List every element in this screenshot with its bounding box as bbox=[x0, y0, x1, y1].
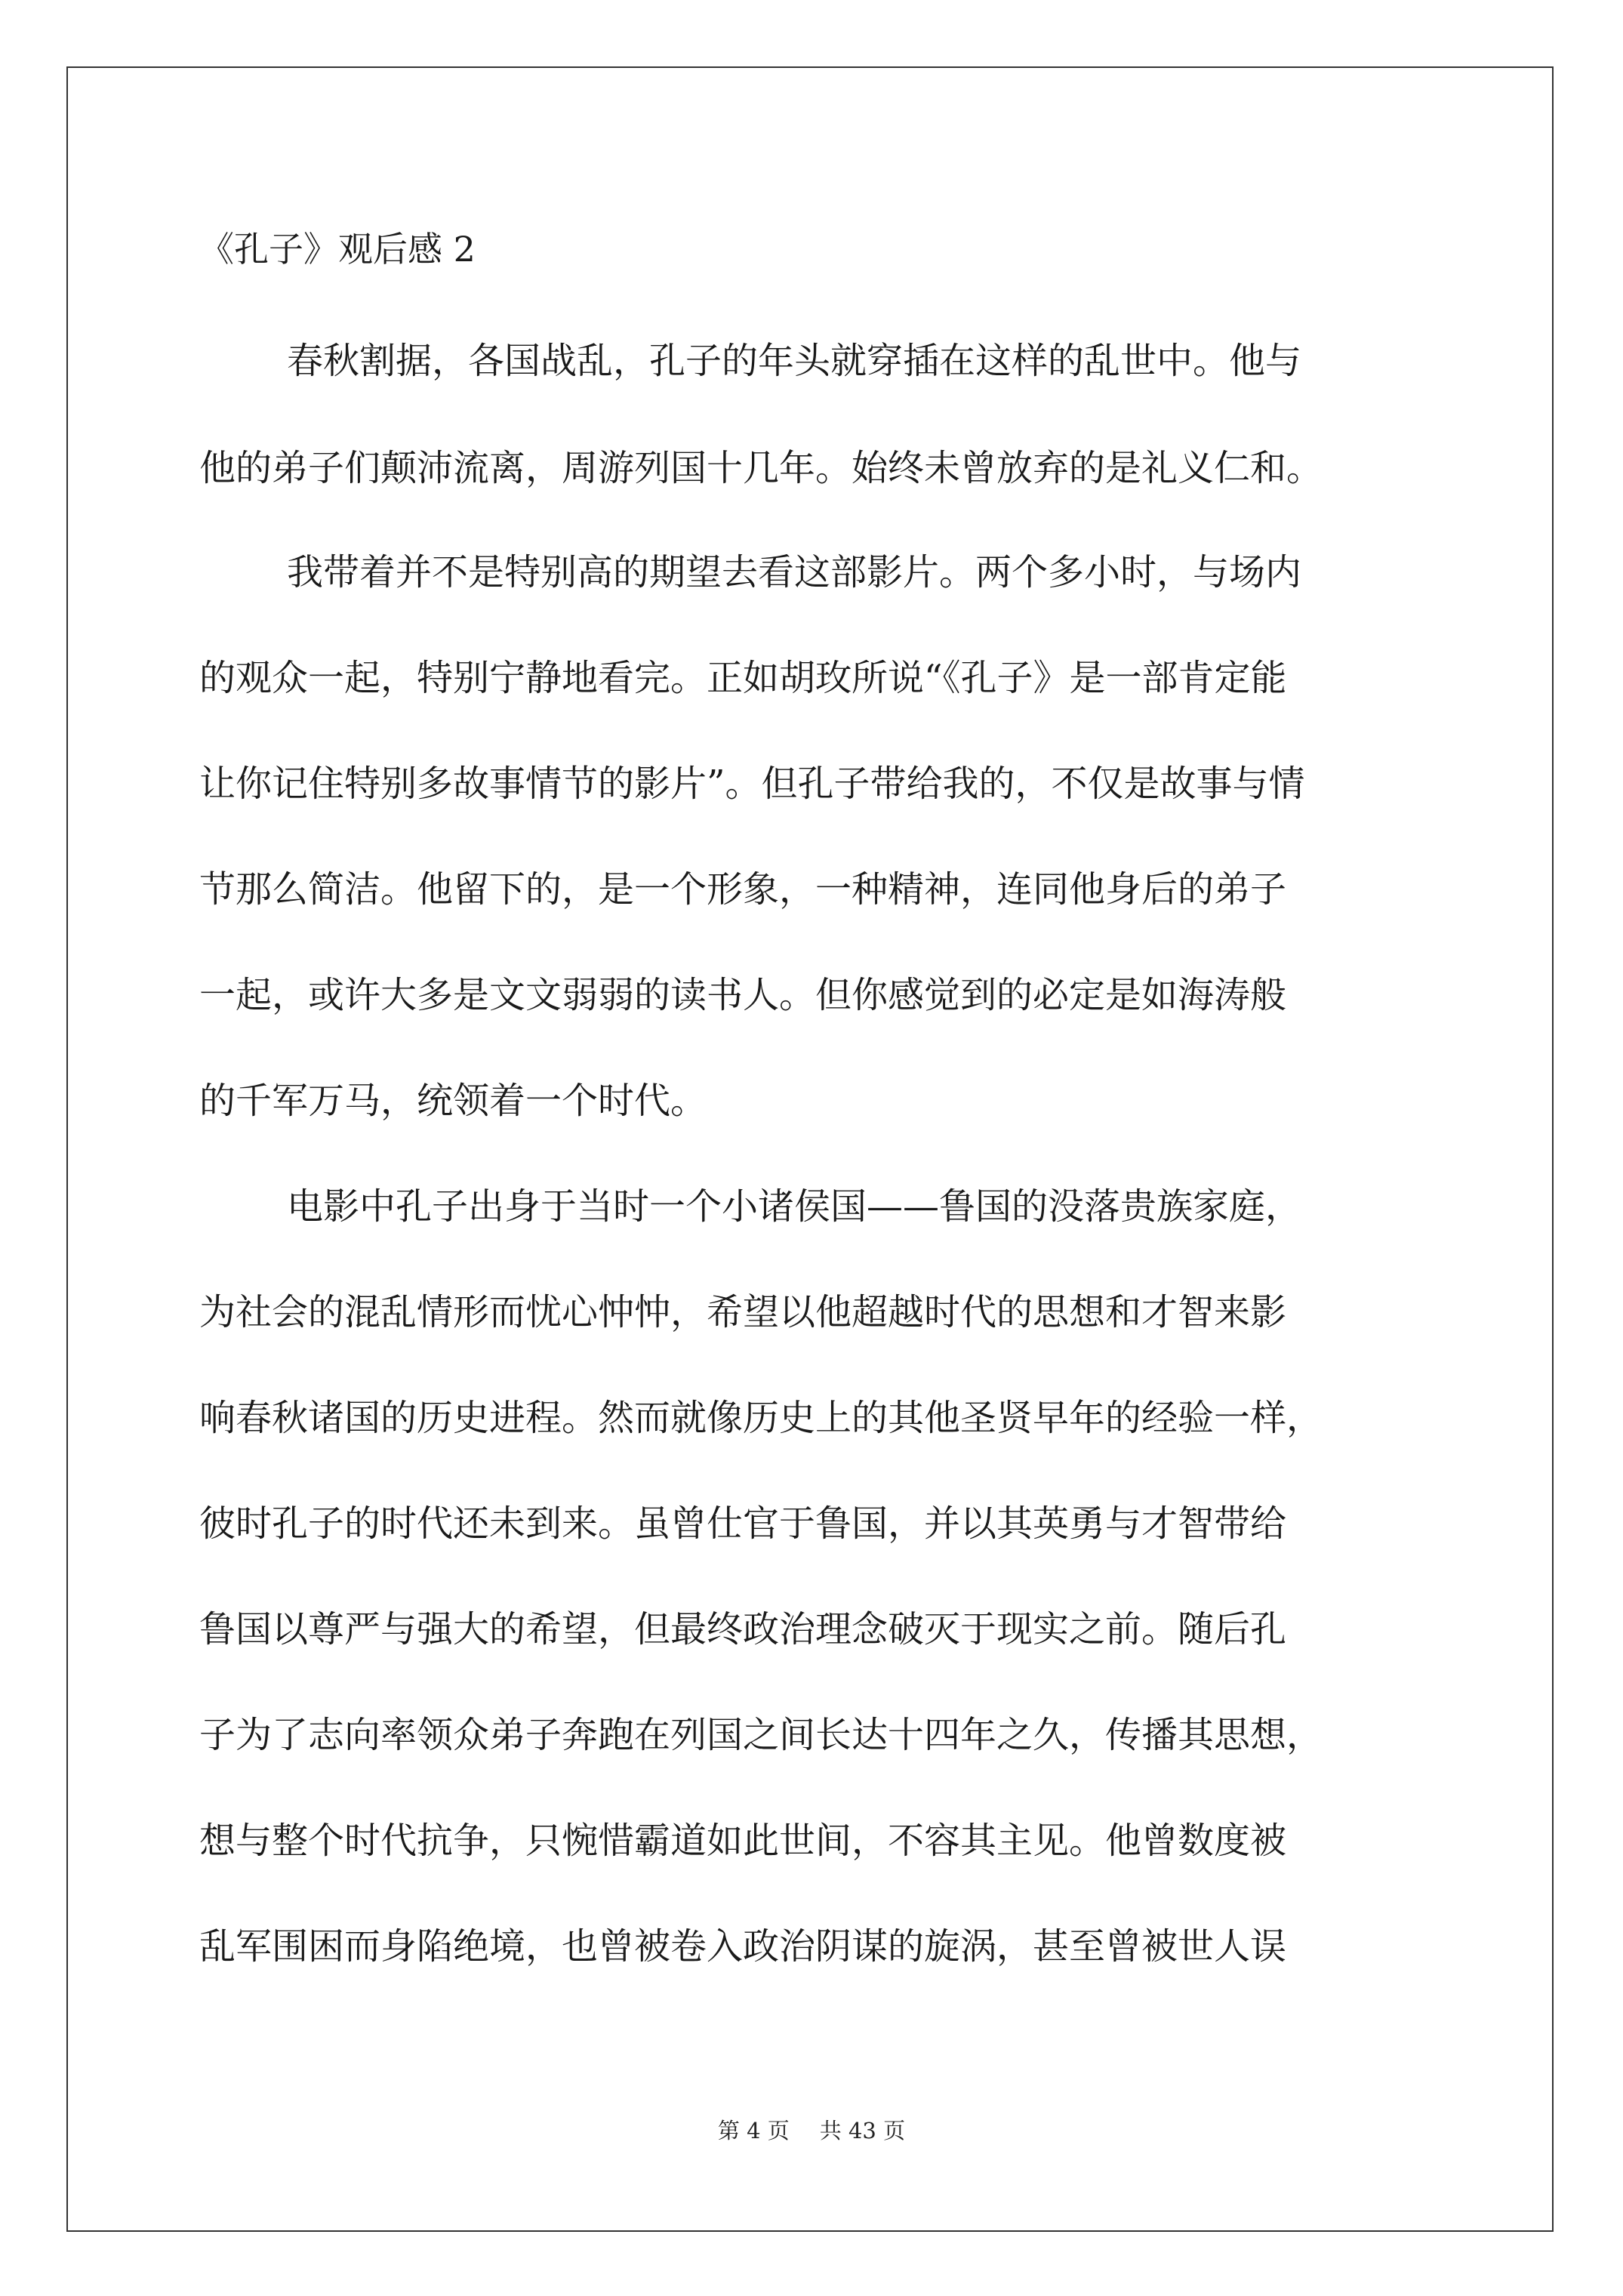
paragraph-line: 想与整个时代抗争，只惋惜霸道如此世间，不容其主见。他曾数度被 bbox=[199, 1820, 1287, 1862]
paragraph-line: 电影中孔子出身于当时一个小诸侯国——鲁国的没落贵族家庭， bbox=[287, 1185, 1302, 1228]
paragraph-line: 的千军万马，统领着一个时代。 bbox=[199, 1080, 707, 1122]
paragraph-line: 他的弟子们颠沛流离，周游列国十几年。始终未曾放弃的是礼义仁和。 bbox=[199, 447, 1323, 489]
paragraph-line: 让你记住特别多故事情节的影片”。但孔子带给我的，不仅是故事与情 bbox=[199, 763, 1305, 805]
document-title: 《孔子》观后感 2 bbox=[199, 229, 476, 270]
paragraph-line: 为社会的混乱情形而忧心忡忡，希望以他超越时代的思想和才智来影 bbox=[199, 1291, 1287, 1333]
page-footer bbox=[0, 2117, 1623, 2144]
paragraph-line: 子为了志向率领众弟子奔跑在列国之间长达十四年之久，传播其思想， bbox=[199, 1714, 1323, 1756]
paragraph-line: 响春秋诸国的历史进程。然而就像历史上的其他圣贤早年的经验一样， bbox=[199, 1397, 1323, 1439]
paragraph-line: 我带着并不是特别高的期望去看这部影片。两个多小时，与场内 bbox=[287, 551, 1302, 593]
paragraph-line: 彼时孔子的时代还未到来。虽曾仕官于鲁国，并以其英勇与才智带给 bbox=[199, 1502, 1287, 1545]
page-border bbox=[66, 66, 1554, 2232]
paragraph-line: 鲁国以尊严与强大的希望，但最终政治理念破灭于现实之前。随后孔 bbox=[199, 1608, 1287, 1650]
paragraph-line: 春秋割据，各国战乱，孔子的年头就穿插在这样的乱世中。他与 bbox=[287, 340, 1302, 382]
paragraph-line: 一起，或许大多是文文弱弱的读书人。但你感觉到的必定是如海涛般 bbox=[199, 974, 1287, 1016]
paragraph-line: 乱军围困而身陷绝境，也曾被卷入政治阴谋的旋涡，甚至曾被世人误 bbox=[199, 1925, 1287, 1968]
page-number-total: 共 43 页 bbox=[819, 2118, 906, 2143]
page-number-current: 第 4 页 bbox=[717, 2118, 790, 2143]
paragraph-line: 节那么简洁。他留下的，是一个形象，一种精神，连同他身后的弟子 bbox=[199, 868, 1287, 911]
paragraph-line: 的观众一起，特别宁静地看完。正如胡玫所说“《孔子》是一部肯定能 bbox=[199, 657, 1287, 699]
